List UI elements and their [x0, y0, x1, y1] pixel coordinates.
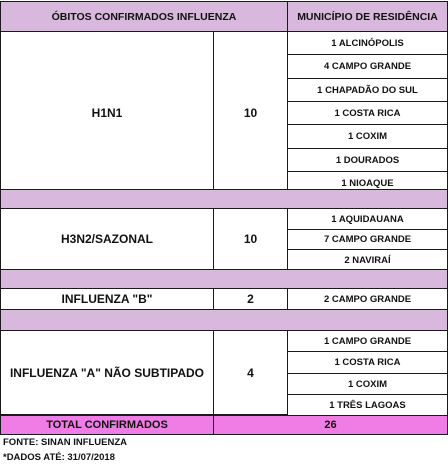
group-label-cell-text: H3N2/SAZONAL [60, 232, 153, 246]
municipality-cell-text: 1 COXIM [347, 378, 388, 390]
municipality-cell [287, 208, 448, 230]
header-deaths-label: ÓBITOS CONFIRMADOS INFLUENZA [51, 10, 237, 23]
municipality-cell-text: 1 AQUIDAUANA [331, 213, 404, 225]
municipality-cell-text: 1 COSTA RICA [334, 107, 401, 119]
spacer-row [0, 269, 448, 289]
municipality-cell-text: 2 NAVIRAÍ [344, 254, 391, 266]
group-count-cell [213, 31, 288, 194]
total-label: TOTAL CONFIRMADOS [46, 419, 168, 431]
group-label-cell [0, 208, 214, 270]
municipality-cell [287, 148, 448, 172]
group-label-cell [0, 288, 214, 310]
total-value: 26 [324, 419, 337, 431]
municipality-cell-text: 1 NIOAQUE [341, 177, 394, 189]
group-label-cell [0, 31, 214, 194]
municipality-cell-text: 1 TRÊS LAGOAS [329, 399, 406, 411]
header-municipality-cell [287, 1, 448, 32]
municipality-cell-text: 1 ALCINÓPOLIS [331, 37, 404, 49]
group-count-cell [213, 288, 288, 310]
group-label-cell-text: H1N1 [91, 105, 123, 120]
municipality-cell-text: 1 CHAPADÃO DO SUL [317, 84, 418, 96]
municipality-cell [287, 394, 448, 416]
municipality-cell [287, 373, 448, 395]
municipality-cell [287, 124, 448, 149]
header-deaths-cell [0, 1, 288, 32]
municipality-cell-text: 1 COXIM [347, 131, 388, 142]
municipality-cell [287, 101, 448, 125]
header-municipality-label: MUNICÍPIO DE RESIDÊNCIA [297, 10, 438, 23]
group-count-cell [213, 330, 288, 415]
municipality-cell-text: 1 COSTA RICA [334, 357, 401, 368]
municipality-cell [287, 351, 448, 374]
group-count-cell-text: 2 [247, 292, 254, 306]
footer-source: FONTE: SINAN INFLUENZA [3, 437, 128, 448]
group-label-cell-text: INFLUENZA "B" [61, 292, 153, 306]
municipality-cell [287, 330, 448, 352]
spacer-row [0, 309, 448, 331]
municipality-cell-text: 2 CAMPO GRANDE [323, 294, 412, 305]
municipality-cell [287, 31, 448, 55]
group-count-cell [213, 208, 288, 270]
total-value-cell [213, 415, 448, 435]
group-count-cell-text: 10 [243, 232, 258, 246]
total-label-cell [0, 415, 214, 435]
group-label-cell [0, 330, 214, 415]
municipality-cell-text: 4 CAMPO GRANDE [323, 61, 412, 72]
group-label-cell-text: INFLUENZA "A" NÃO SUBTIPADO [9, 365, 205, 380]
municipality-cell [287, 249, 448, 271]
footer-date: *DADOS ATÉ: 31/07/2018 [3, 452, 115, 463]
municipality-cell-text: 7 CAMPO GRANDE [323, 234, 412, 245]
municipality-cell-text: 1 DOURADOS [335, 154, 400, 166]
group-count-cell-text: 10 [243, 105, 258, 120]
municipality-cell [287, 54, 448, 79]
municipality-cell [287, 78, 448, 102]
spacer-row [0, 189, 448, 209]
municipality-cell-text: 1 CAMPO GRANDE [323, 335, 412, 347]
municipality-cell [287, 229, 448, 250]
municipality-cell [287, 288, 448, 311]
group-count-cell-text: 4 [247, 365, 254, 380]
